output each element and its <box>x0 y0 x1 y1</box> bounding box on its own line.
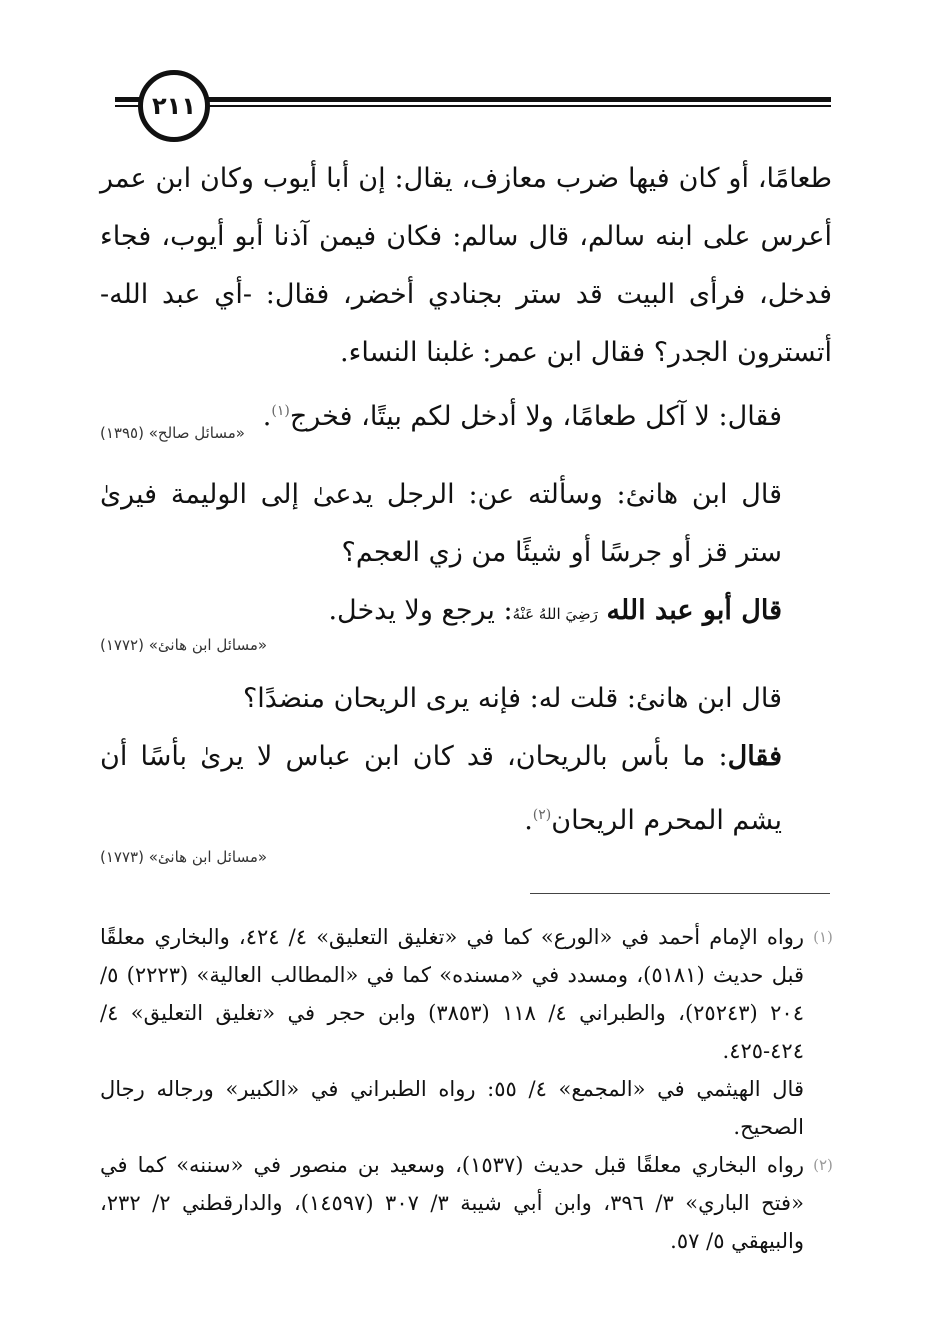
answer-speaker: قال أبو عبد الله <box>606 595 782 626</box>
page-header <box>0 0 946 160</box>
footnotes <box>100 918 836 1260</box>
header-rule <box>115 97 831 102</box>
answer <box>100 728 832 850</box>
source-citation: «مسائل ابن هانئ» (١٧٧٢) <box>100 636 268 654</box>
footnote-number: (١) <box>813 928 833 946</box>
question-block <box>100 670 832 850</box>
footnote-separator <box>530 893 830 894</box>
question: قال ابن هانئ: وسألته عن: الرجل يدعىٰ إلى الوليمة فيرىٰ ستر قز أو جرسًا أو شيئًا من زي العجم؟ <box>100 479 782 568</box>
question-block <box>100 466 832 643</box>
paragraph: طعامًا، أو كان فيها ضرب معازف، يقال: إن أبا أيوب وكان ابن عمر أعرس على ابنه سالم، قال سالم: فكان فيمن آذنا أبو أيوب، فجاء فدخل، فرأى البيت قد ستر بجنادي أخضر، فقال: -أي عبد الله- أتسترون الجدر؟ فقال ابن عمر: غلبنا النساء. <box>100 163 832 368</box>
question: قال ابن هانئ: قلت له: فإنه يرى الريحان منضدًا؟ <box>242 683 782 714</box>
footnote <box>100 918 836 1146</box>
header-rule-thin <box>115 105 831 107</box>
source-citation: «مسائل صالح» (١٣٩٥) <box>100 424 245 442</box>
footnote-body <box>100 918 804 1146</box>
footnote <box>100 1146 836 1260</box>
source-citation: «مسائل ابن هانئ» (١٧٧٣) <box>100 848 268 866</box>
page-number-text: ٢١١ <box>152 92 196 120</box>
answer-speaker: فقال <box>727 741 782 772</box>
footnote-ref: (٢) <box>532 807 552 823</box>
footnote-number: (٢) <box>813 1156 833 1174</box>
answer-end: . <box>524 805 533 836</box>
footnote-text: رواه الإمام أحمد في «الورع» كما في «تغليق التعليق» ٤/ ٤٢٤، والبخاري معلقًا قبل حديث (٥١٨١)، ومسدد في «مسنده» كما في «المطالب العالية» (٢٢٢٣) ٥/ ٢٠٤ (٢٥٢٤٣)، والطبراني ٤/ ١١٨ (٣٨٥٣) وابن حجر في «تغليق التعليق» ٤/ ٤٢٤-٤٢٥. <box>100 925 805 1063</box>
main-text <box>100 150 832 446</box>
answer-text: : ما بأس بالريحان، قد كان ابن عباس لا يرىٰ بأسًا أن يشم المحرم الريحان <box>100 741 782 836</box>
paragraph-text: فقال: لا آكل طعامًا، ولا أدخل لكم بيتًا، فخرج <box>289 401 782 432</box>
footnote-ref: (١) <box>271 403 290 419</box>
answer-text: : يرجع ولا يدخل. <box>328 595 513 626</box>
answer <box>100 582 832 643</box>
footnote-text: رواه البخاري معلقًا قبل حديث (١٥٣٧)، وسعيد بن منصور في «سننه» كما في «فتح الباري» ٣/ ٣٩٦، وابن أبي شيبة ٣/ ٣٠٧ (١٤٥٩٧)، والدارقطني ٢/ ٢٣٢، والبيهقي ٥/ ٥٧. <box>100 1153 804 1253</box>
paragraph-end: . <box>262 401 272 432</box>
footnote-continuation: قال الهيثمي في «المجمع» ٤/ ٥٥: رواه الطبراني في «الكبير» ورجاله رجال الصحيح. <box>100 1077 804 1139</box>
honorific: رَضِيَ اللهُ عَنْهُ <box>512 605 598 623</box>
page-number <box>138 70 210 142</box>
